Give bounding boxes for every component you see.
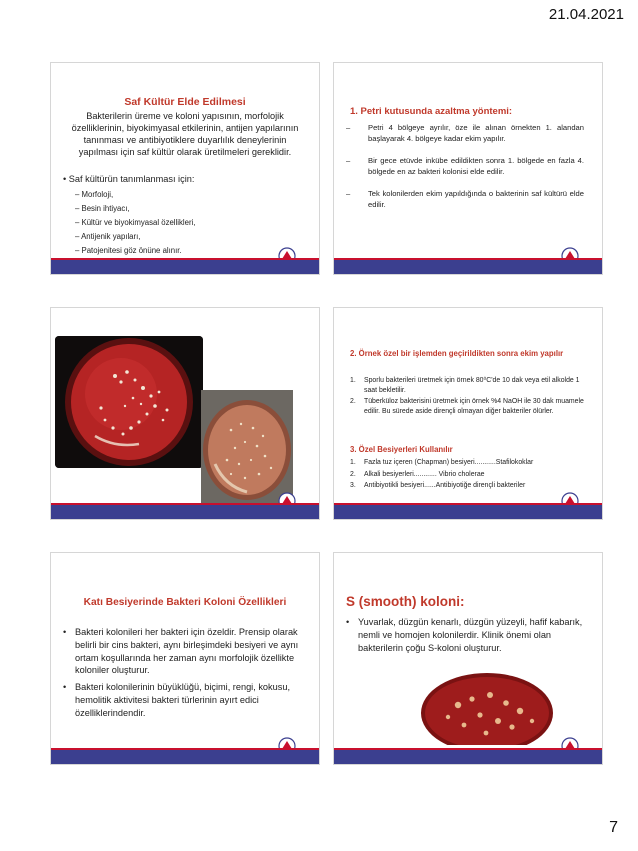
list-item: • Bakteri kolonileri her bakteri için özeldir. Prensip olarak belirli bir cins bakteri, aynı birleşimdeki besiyeri ve aynı ortam koşullarında her zaman aynı morfolojik özellikte koloniler oluşturur. [63,627,299,676]
list-item: 2. Tüberküloz bakterisini üretmek için örnek %4 NaOH ile 30 dak muamele edilir. Bu sürede aside dirençli olmayan diğer bakteriler ölürler. [350,398,584,415]
smooth-colony-image [420,673,554,745]
slide-footer [334,503,602,519]
section-heading: 2. Örnek özel bir işlemden geçirildikten sonra ekim yapılır [350,349,564,358]
slide-footer [51,748,319,764]
slide-s-koloni [333,552,603,765]
section-heading: 3. Özel Besiyerleri Kullanılır [350,445,453,454]
bullet-list [63,626,301,724]
slide-koloni-ozellikleri [50,552,320,765]
list-item: 1. Fazla tuz içeren (Chapman) besiyeri...........Stafilokoklar [350,459,534,466]
slide-ozel-islem [333,307,603,520]
list-item: – Petri 4 bölgeye ayrılır, öze ile alınan örnekten 1. alandan başlayarak 4. bölgeye kadar ekim yapılır. [346,123,584,143]
slide-title: 1. Petri kutusunda azaltma yöntemi: [350,106,513,117]
print-date: 21.04.2021 [548,6,624,23]
list-item: 1. Sporlu bakterileri üretmek için örnek 80⁰C'de 10 dak veya etil alkolde 1 saat bekletilir. [350,377,580,394]
slide-title: Saf Kültür Elde Edilmesi [124,96,246,108]
slide-footer [334,748,602,764]
slide-title: Katı Besiyerinde Bakteri Koloni Özellikleri [83,597,287,608]
list-item: – Morfoloji, [75,190,114,199]
sub-list [75,188,195,258]
list-item: 3. Antibiyotikli besiyeri......Antibiyotiğe dirençli bakteriler [350,482,526,490]
list-item: – Tek kolonilerden ekim yapıldığında o bakterinin saf kültürü elde edilir. [346,189,584,209]
list-item: – Patojenitesi göz önüne alınır. [75,246,182,255]
slide-saf-kultur [50,62,320,275]
list-item: – Besin ihtiyacı, [75,204,130,213]
list-item: 2. Alkali besiyerleri............ Vibrio cholerae [350,470,485,478]
dash-list [346,123,584,222]
slide-title: S (smooth) koloni: [346,594,465,609]
slide-petri-photos [50,307,320,520]
blood-agar-plate-image [55,336,203,468]
slide-footer [51,503,319,519]
bullet-text: • Saf kültürün tanımlanması için: [63,174,195,184]
slide-intro-text: Bakterilerin üreme ve koloni yapısının, morfolojik özelliklerinin, biyokimyasal etkilerinin, antijen yapılarının tanınması ve antibiyotiklere duyarlılık deneylerinin yapılması için saf kültür olarak üretilmeleri gereklidir. [71,111,299,157]
numbered-list [350,376,586,418]
slide-petri-azaltma [333,62,603,275]
list-item: – Bir gece etüvde inkübe edildikten sonra 1. bölgede en fazla 4. bölgede en az bakteri kolonisi elde edilir. [346,156,584,176]
list-item: – Antijenik yapıları, [75,232,141,241]
list-item: • Bakteri kolonilerinin büyüklüğü, biçimi, rengi, kokusu, hemolitik aktivitesi bakteri türlerinin ayırt edici özelliklerindendir. [63,682,290,718]
page-number: 7 [609,819,618,836]
slide-footer [334,258,602,274]
list-item: – Kültür ve biyokimyasal özellikleri, [75,218,196,227]
numbered-list [350,458,586,493]
slide-footer [51,258,319,274]
slide-body-text: • Yuvarlak, düzgün kenarlı, düzgün yüzeyli, hafif kabarık, nemli ve homojen kolonilerdir. Klinik önemi olan bakterilerin çoğu S-koloni oluşturur. [346,617,583,653]
